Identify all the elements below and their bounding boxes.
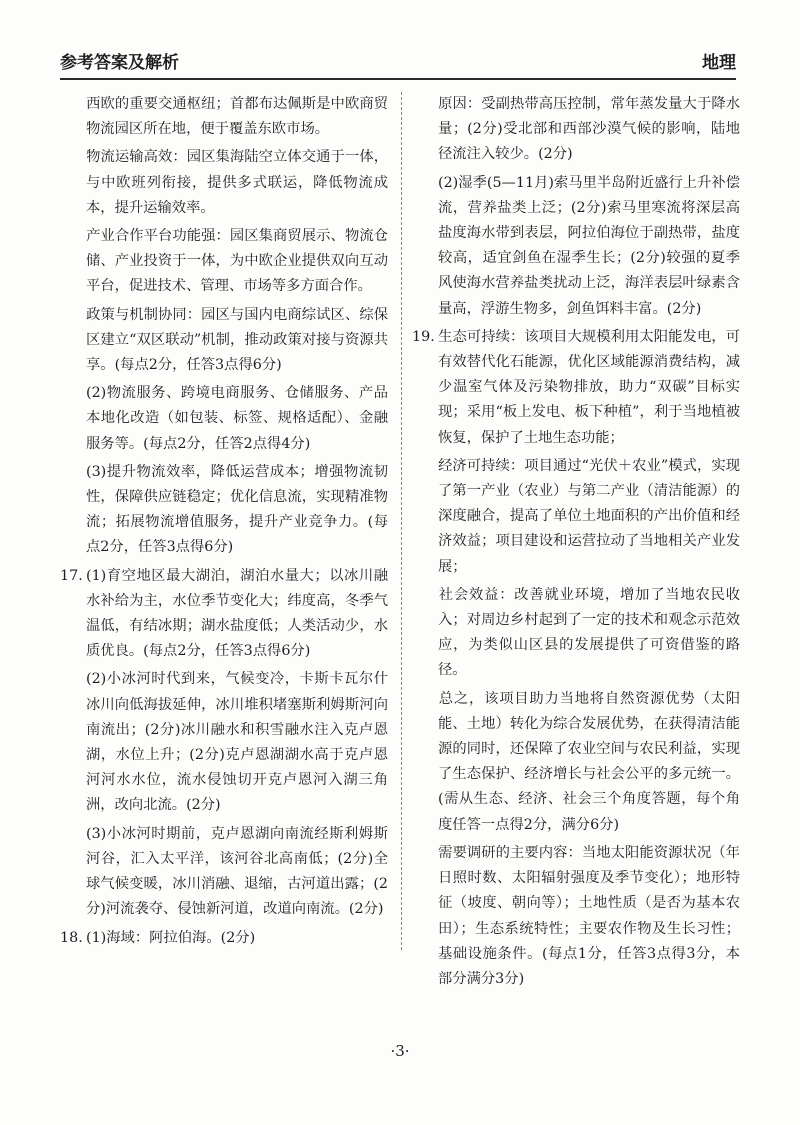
answer-paragraph xyxy=(60,822,388,923)
paragraph-text: 产业合作平台功能强：园区集商贸展示、物流仓储、产业投资于一体，为中欧企业提供双向互动平台，促进技术、管理、市场等多方面合作。 xyxy=(86,228,388,295)
answer-paragraph xyxy=(60,926,388,951)
column-divider xyxy=(401,92,402,950)
paragraph-text: 需要调研的主要内容：当地太阳能资源状况（年日照时数、太阳辐射强度及季节变化）；地形特征（坡度、朝向等）；土地性质（是否为基本农田）；生态系统特性；主要农作物及生长习性；基础设施条件。(每点1分，任答3点得3分，本部分满分3分) xyxy=(438,844,740,987)
paragraph-text: 经济可持续：项目通过“光伏＋农业”模式，实现了第一产业（农业）与第二产业（清洁能源）的深度融合，提高了单位土地面积的产出价值和经济效益；项目建设和运营拉动了当地相关产业发展； xyxy=(438,457,740,575)
question-number: 19. xyxy=(412,328,435,345)
answer-paragraph xyxy=(412,454,740,580)
paragraph-text: (3)小冰河时期前，克卢恩湖向南流经斯利姆斯河谷，汇入太平洋，该河谷北高南低；(2分)全球气候变暖，冰川消融、退缩，古河道出露；(2分)河流袭夺、侵蚀新河道，改道向南流。(2分) xyxy=(86,825,388,918)
paragraph-text: 生态可持续：该项目大规模利用太阳能发电，可有效替代化石能源，优化区域能源消费结构，减少温室气体及污染物排放，助力“双碳”目标实现；采用“板上发电、板下种植”，利于当地植被恢复，保护了土地生态功能； xyxy=(438,328,740,446)
answer-paragraph xyxy=(412,583,740,684)
answer-paragraph xyxy=(60,145,388,221)
answer-paragraph xyxy=(412,171,740,322)
answer-paragraph xyxy=(60,92,388,142)
paragraph-text: 政策与机制协同：园区与国内电商综试区、综保区建立“双区联动”机制，推动政策对接与资源共享。(每点2分，任答3点得6分) xyxy=(86,306,388,374)
paragraph-text: (3)提升物流效率，降低运营成本；增强物流韧性，保障供应链稳定；优化信息流，实现精准物流；拓展物流增值服务，提升产业竞争力。(每点2分，任答3点得6分) xyxy=(86,463,388,556)
question-number: 17. xyxy=(60,567,83,584)
paragraph-text: (1)海域：阿拉伯海。(2分) xyxy=(86,929,256,946)
paragraph-text: (1)育空地区最大湖泊，湖泊水量大；以冰川融水补给为主，水位季节变化大；纬度高，冬季气温低，有结冰期；湖水盐度低；人类活动少，水质优良。(每点2分，任答3点得6分) xyxy=(86,567,388,660)
right-column xyxy=(412,92,740,995)
paragraph-text: (2)物流服务、跨境电商服务、仓储服务、产品本地化改造（如包装、标签、规格适配）、金融服务等。(每点2分，任答2点得4分) xyxy=(86,385,388,452)
answer-paragraph xyxy=(60,460,388,561)
paragraph-text: 总之，该项目助力当地将自然资源优势（太阳能、土地）转化为综合发展优势，在获得清洁能源的同时，还保障了农业空间与农民利益，实现了生态保护、经济增长与社会公平的多元统一。(需从生态、经济、社会三个角度答题，每个角度任答一点得2分，满分6分) xyxy=(438,690,740,833)
paragraph-text: 西欧的重要交通枢纽；首都布达佩斯是中欧商贸物流园区所在地，便于覆盖东欧市场。 xyxy=(86,96,388,138)
header-subject: 地理 xyxy=(702,53,736,73)
paragraph-text: 原因：受副热带高压控制，常年蒸发量大于降水量；(2分)受北部和西部沙漠气候的影响，陆地径流注入较少。(2分) xyxy=(438,96,740,163)
paragraph-text: 社会效益：改善就业环境，增加了当地农民收入；对周边乡村起到了一定的技术和观念示范效应，为类似山区县的发展提供了可资借鉴的路径。 xyxy=(438,586,740,679)
answer-paragraph xyxy=(412,841,740,992)
answer-paragraph xyxy=(60,667,388,818)
page-number: ·3· xyxy=(390,1042,410,1060)
answer-paragraph xyxy=(60,303,388,379)
answer-paragraph xyxy=(412,325,740,451)
left-column xyxy=(60,92,388,954)
page-header xyxy=(60,44,736,80)
paragraph-text: 物流运输高效：园区集海陆空立体交通于一体，与中欧班列衔接，提供多式联运，降低物流成本，提升运输效率。 xyxy=(86,149,388,216)
paragraph-text: (2)湿季(5—11月)索马里半岛附近盛行上升补偿流，营养盐类上泛；(2分)索马里寒流将深层高盐度海水带到表层，阿拉伯海位于副热带，盐度较高，适宜剑鱼在湿季生长；(2分)较强的夏季风使海水营养盐类扰动上泛，海洋表层叶绿素含量高，浮游生物多，剑鱼饵料丰富。(2分) xyxy=(438,174,740,317)
answer-paragraph xyxy=(412,687,740,838)
question-number: 18. xyxy=(60,929,83,946)
answer-paragraph xyxy=(60,381,388,457)
paragraph-text: (2)小冰河时代到来，气候变冷，卡斯卡瓦尔什冰川向低海拔延伸，冰川堆积堵塞斯利姆斯河向南流出；(2分)冰川融水和积雪融水注入克卢恩湖，水位上升；(2分)克卢恩湖湖水高于克卢恩河河水水位，流水侵蚀切开克卢恩河入湖三角洲，改向北流。(2分) xyxy=(86,671,388,814)
answer-paragraph xyxy=(60,224,388,300)
answer-paragraph xyxy=(412,92,740,168)
answer-paragraph xyxy=(60,564,388,665)
header-title: 参考答案及解析 xyxy=(60,53,179,73)
